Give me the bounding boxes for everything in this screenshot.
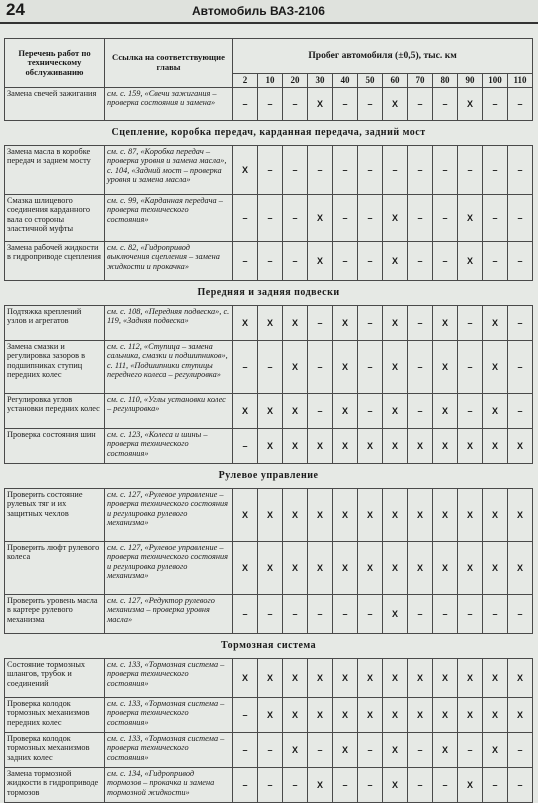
table-row xyxy=(5,242,533,281)
work-cell: Замена свечей зажигания xyxy=(5,88,105,121)
mileage-mark-cell: – xyxy=(433,88,458,121)
mileage-mark-cell: – xyxy=(233,242,258,281)
mileage-mark-cell: Х xyxy=(333,542,358,595)
reference-column-header: Ссылка на соответствующие главы xyxy=(105,39,233,88)
mileage-mark-cell: – xyxy=(233,341,258,394)
mileage-mark-cell: – xyxy=(233,733,258,768)
mileage-mark-cell: – xyxy=(508,768,533,803)
mileage-mark-cell: Х xyxy=(358,698,383,733)
mileage-mark-cell: Х xyxy=(333,698,358,733)
mileage-mark-cell: Х xyxy=(258,394,283,429)
mileage-mark-cell: – xyxy=(458,394,483,429)
mileage-mark-cell: Х xyxy=(383,733,408,768)
mileage-mark-cell: – xyxy=(433,595,458,634)
mileage-mark-cell: Х xyxy=(433,394,458,429)
mileage-mark-cell: – xyxy=(308,146,333,195)
mileage-mark-cell: – xyxy=(508,195,533,242)
mileage-mark-cell: – xyxy=(283,88,308,121)
section-header-row xyxy=(5,464,533,489)
section-header-row xyxy=(5,121,533,146)
section-title: Передняя и задняя подвески xyxy=(5,281,533,306)
mileage-mark-cell: Х xyxy=(433,733,458,768)
mileage-mark-cell: – xyxy=(358,306,383,341)
mileage-mark-cell: – xyxy=(508,88,533,121)
mileage-header-cell: 60 xyxy=(383,74,408,88)
mileage-mark-cell: Х xyxy=(283,698,308,733)
mileage-mark-cell: – xyxy=(408,195,433,242)
mileage-mark-cell: – xyxy=(233,195,258,242)
mileage-mark-cell: Х xyxy=(383,429,408,464)
mileage-mark-cell: – xyxy=(408,242,433,281)
reference-cell: см. с. 108, «Передняя подвеска», с. 119, «Задняя подвеска» xyxy=(105,306,233,341)
mileage-mark-cell: – xyxy=(233,88,258,121)
mileage-mark-cell: Х xyxy=(233,659,258,698)
mileage-mark-cell: Х xyxy=(483,698,508,733)
work-cell: Смазка шлицевого соединения карданного вала со стороны эластичной муфты xyxy=(5,195,105,242)
reference-cell: см. с. 87, «Коробка передач – проверка уровня и замена масла», с. 104, «Задний мост – проверка уровня и замена масла» xyxy=(105,146,233,195)
mileage-mark-cell: Х xyxy=(383,242,408,281)
mileage-mark-cell: Х xyxy=(433,429,458,464)
mileage-mark-cell: Х xyxy=(383,341,408,394)
mileage-column-header: Пробег автомобиля (±0,5), тыс. км xyxy=(233,39,533,74)
mileage-mark-cell: – xyxy=(283,242,308,281)
mileage-mark-cell: – xyxy=(358,733,383,768)
work-cell: Замена масла в коробке передач и заднем мосту xyxy=(5,146,105,195)
mileage-mark-cell: – xyxy=(433,242,458,281)
table-row xyxy=(5,698,533,733)
mileage-mark-cell: Х xyxy=(308,242,333,281)
mileage-mark-cell: Х xyxy=(433,341,458,394)
mileage-mark-cell: Х xyxy=(383,489,408,542)
mileage-mark-cell: – xyxy=(258,146,283,195)
mileage-mark-cell: – xyxy=(433,195,458,242)
mileage-mark-cell: – xyxy=(508,242,533,281)
mileage-header-cell: 100 xyxy=(483,74,508,88)
mileage-mark-cell: – xyxy=(258,242,283,281)
mileage-mark-cell: Х xyxy=(383,88,408,121)
mileage-mark-cell: – xyxy=(458,341,483,394)
table-row xyxy=(5,542,533,595)
mileage-mark-cell: Х xyxy=(508,698,533,733)
mileage-mark-cell: Х xyxy=(258,306,283,341)
mileage-mark-cell: – xyxy=(333,768,358,803)
mileage-mark-cell: – xyxy=(483,88,508,121)
mileage-mark-cell: Х xyxy=(308,542,333,595)
mileage-mark-cell: Х xyxy=(233,542,258,595)
reference-cell: см. с. 99, «Карданная передача – проверка технического состояния» xyxy=(105,195,233,242)
mileage-mark-cell: Х xyxy=(483,306,508,341)
work-cell: Замена рабочей жидкости в гидроприводе сцепления xyxy=(5,242,105,281)
mileage-mark-cell: Х xyxy=(308,88,333,121)
table-row xyxy=(5,394,533,429)
mileage-mark-cell: Х xyxy=(358,659,383,698)
mileage-mark-cell: – xyxy=(508,394,533,429)
mileage-mark-cell: – xyxy=(283,595,308,634)
mileage-mark-cell: Х xyxy=(283,733,308,768)
mileage-mark-cell: – xyxy=(258,768,283,803)
mileage-header-cell: 90 xyxy=(458,74,483,88)
table-row xyxy=(5,429,533,464)
mileage-mark-cell: – xyxy=(333,88,358,121)
section-header-row xyxy=(5,634,533,659)
mileage-mark-cell: – xyxy=(458,146,483,195)
mileage-mark-cell: – xyxy=(458,595,483,634)
mileage-mark-cell: – xyxy=(233,595,258,634)
mileage-mark-cell: – xyxy=(433,146,458,195)
mileage-mark-cell: Х xyxy=(458,659,483,698)
mileage-mark-cell: Х xyxy=(233,146,258,195)
mileage-mark-cell: Х xyxy=(308,659,333,698)
mileage-mark-cell: Х xyxy=(283,429,308,464)
mileage-mark-cell: – xyxy=(358,768,383,803)
mileage-mark-cell: – xyxy=(333,595,358,634)
mileage-mark-cell: Х xyxy=(258,698,283,733)
mileage-mark-cell: – xyxy=(408,595,433,634)
work-cell: Проверить состояние рулевых тяг и их защитных чехлов xyxy=(5,489,105,542)
mileage-mark-cell: – xyxy=(283,195,308,242)
mileage-header-cell: 50 xyxy=(358,74,383,88)
work-cell: Проверить уровень масла в картере рулевого механизма xyxy=(5,595,105,634)
mileage-mark-cell: – xyxy=(333,242,358,281)
mileage-mark-cell: – xyxy=(408,394,433,429)
reference-cell: см. с. 127, «Рулевое управление – проверка технического состояния и регулировка рулевого механизма» xyxy=(105,489,233,542)
mileage-mark-cell: – xyxy=(458,733,483,768)
reference-cell: см. с. 123, «Колеса и шины – проверка технического состояния» xyxy=(105,429,233,464)
mileage-mark-cell: Х xyxy=(333,733,358,768)
mileage-mark-cell: Х xyxy=(258,429,283,464)
mileage-mark-cell: Х xyxy=(308,768,333,803)
mileage-mark-cell: Х xyxy=(458,429,483,464)
mileage-mark-cell: Х xyxy=(408,542,433,595)
mileage-mark-cell: Х xyxy=(383,595,408,634)
mileage-mark-cell: Х xyxy=(408,429,433,464)
table-row xyxy=(5,306,533,341)
mileage-mark-cell: Х xyxy=(483,659,508,698)
mileage-mark-cell: – xyxy=(333,146,358,195)
mileage-mark-cell: Х xyxy=(383,698,408,733)
mileage-mark-cell: – xyxy=(483,768,508,803)
table-row xyxy=(5,341,533,394)
mileage-mark-cell: – xyxy=(408,88,433,121)
mileage-mark-cell: Х xyxy=(483,341,508,394)
work-cell: Замена тормозной жидкости в гидроприводе тормозов xyxy=(5,768,105,803)
mileage-mark-cell: – xyxy=(358,195,383,242)
mileage-mark-cell: Х xyxy=(458,698,483,733)
mileage-mark-cell: – xyxy=(508,146,533,195)
maintenance-table xyxy=(4,38,533,803)
mileage-mark-cell: Х xyxy=(408,489,433,542)
reference-cell: см. с. 110, «Углы установки колес – регулировка» xyxy=(105,394,233,429)
mileage-mark-cell: Х xyxy=(233,394,258,429)
mileage-mark-cell: – xyxy=(358,88,383,121)
page-title: Автомобиль ВАЗ-2106 xyxy=(192,4,325,18)
mileage-mark-cell: Х xyxy=(408,698,433,733)
mileage-mark-cell: – xyxy=(233,768,258,803)
mileage-mark-cell: Х xyxy=(383,768,408,803)
mileage-mark-cell: – xyxy=(408,733,433,768)
mileage-mark-cell: Х xyxy=(283,659,308,698)
mileage-mark-cell: – xyxy=(408,341,433,394)
mileage-mark-cell: Х xyxy=(433,489,458,542)
mileage-mark-cell: Х xyxy=(458,489,483,542)
mileage-mark-cell: Х xyxy=(458,542,483,595)
mileage-header-cell: 40 xyxy=(333,74,358,88)
mileage-mark-cell: – xyxy=(308,733,333,768)
mileage-mark-cell: – xyxy=(258,733,283,768)
mileage-mark-cell: – xyxy=(283,768,308,803)
mileage-mark-cell: – xyxy=(358,146,383,195)
mileage-mark-cell: Х xyxy=(483,394,508,429)
section-header-row xyxy=(5,281,533,306)
mileage-mark-cell: Х xyxy=(508,659,533,698)
work-cell: Состояние тормозных шлангов, трубок и соединений xyxy=(5,659,105,698)
mileage-mark-cell: – xyxy=(308,394,333,429)
mileage-mark-cell: – xyxy=(433,768,458,803)
mileage-mark-cell: Х xyxy=(458,88,483,121)
mileage-mark-cell: Х xyxy=(358,489,383,542)
mileage-mark-cell: – xyxy=(483,242,508,281)
mileage-mark-cell: Х xyxy=(433,306,458,341)
mileage-mark-cell: Х xyxy=(458,242,483,281)
mileage-mark-cell: Х xyxy=(483,489,508,542)
mileage-mark-cell: Х xyxy=(283,489,308,542)
mileage-mark-cell: Х xyxy=(358,429,383,464)
mileage-mark-cell: – xyxy=(483,146,508,195)
table-row xyxy=(5,733,533,768)
mileage-mark-cell: Х xyxy=(483,429,508,464)
mileage-mark-cell: – xyxy=(258,195,283,242)
work-column-header: Перечень работ по техническому обслуживанию xyxy=(5,39,105,88)
mileage-mark-cell: Х xyxy=(508,429,533,464)
mileage-mark-cell: Х xyxy=(433,659,458,698)
reference-cell: см. с. 127, «Редуктор рулевого механизма – проверка уровня масла» xyxy=(105,595,233,634)
reference-cell: см. с. 134, «Гидропривод тормозов – прокачка и замена тормозной жидкости» xyxy=(105,768,233,803)
mileage-mark-cell: – xyxy=(333,195,358,242)
table-row xyxy=(5,489,533,542)
mileage-header-cell: 30 xyxy=(308,74,333,88)
page-header xyxy=(0,0,538,24)
work-cell: Замена смазки и регулировка зазоров в подшипниках ступиц передних колес xyxy=(5,341,105,394)
mileage-mark-cell: – xyxy=(308,595,333,634)
mileage-mark-cell: Х xyxy=(283,341,308,394)
work-cell: Проверка колодок тормозных механизмов передних колес xyxy=(5,698,105,733)
mileage-mark-cell: – xyxy=(258,595,283,634)
mileage-header-cell: 80 xyxy=(433,74,458,88)
mileage-mark-cell: – xyxy=(358,242,383,281)
mileage-mark-cell: – xyxy=(308,341,333,394)
mileage-mark-cell: – xyxy=(483,595,508,634)
mileage-mark-cell: Х xyxy=(508,489,533,542)
mileage-mark-cell: Х xyxy=(358,542,383,595)
mileage-mark-cell: Х xyxy=(458,768,483,803)
mileage-mark-cell: Х xyxy=(458,195,483,242)
table-row xyxy=(5,88,533,121)
mileage-mark-cell: Х xyxy=(333,429,358,464)
mileage-mark-cell: Х xyxy=(483,733,508,768)
mileage-mark-cell: – xyxy=(233,698,258,733)
work-cell: Проверка колодок тормозных механизмов задних колес xyxy=(5,733,105,768)
mileage-mark-cell: – xyxy=(408,306,433,341)
mileage-mark-cell: Х xyxy=(483,542,508,595)
mileage-mark-cell: – xyxy=(508,306,533,341)
work-cell: Проверка состояния шин xyxy=(5,429,105,464)
mileage-mark-cell: Х xyxy=(333,659,358,698)
mileage-mark-cell: Х xyxy=(258,659,283,698)
reference-cell: см. с. 112, «Ступица – замена сальника, смазки и подшипников», с. 111, «Подшипники ступицы переднего колеса – регулировка» xyxy=(105,341,233,394)
mileage-mark-cell: Х xyxy=(383,542,408,595)
reference-cell: см. с. 133, «Тормозная система – проверка технического состояния» xyxy=(105,698,233,733)
mileage-mark-cell: Х xyxy=(408,659,433,698)
mileage-mark-cell: Х xyxy=(308,429,333,464)
mileage-mark-cell: Х xyxy=(333,394,358,429)
mileage-mark-cell: Х xyxy=(433,542,458,595)
page-number: 24 xyxy=(6,0,25,19)
mileage-mark-cell: – xyxy=(258,341,283,394)
reference-cell: см. с. 82, «Гидропривод выключения сцепления – замена жидкости и прокачка» xyxy=(105,242,233,281)
mileage-mark-cell: – xyxy=(308,306,333,341)
reference-cell: см. с. 133, «Тормозная система – проверка технического состояния» xyxy=(105,659,233,698)
mileage-mark-cell: Х xyxy=(258,489,283,542)
mileage-mark-cell: Х xyxy=(308,195,333,242)
mileage-mark-cell: – xyxy=(408,146,433,195)
section-title: Рулевое управление xyxy=(5,464,533,489)
mileage-mark-cell: Х xyxy=(333,306,358,341)
mileage-mark-cell: – xyxy=(233,429,258,464)
mileage-mark-cell: Х xyxy=(233,489,258,542)
reference-cell: см. с. 127, «Рулевое управление – проверка технического состояния и регулировка рулевого механизма» xyxy=(105,542,233,595)
mileage-mark-cell: – xyxy=(508,341,533,394)
mileage-mark-cell: Х xyxy=(508,542,533,595)
mileage-mark-cell: Х xyxy=(333,489,358,542)
mileage-mark-cell: Х xyxy=(233,306,258,341)
mileage-header-cell: 2 xyxy=(233,74,258,88)
mileage-mark-cell: – xyxy=(358,595,383,634)
mileage-mark-cell: Х xyxy=(283,394,308,429)
mileage-mark-cell: Х xyxy=(383,659,408,698)
mileage-mark-cell: Х xyxy=(383,306,408,341)
section-title: Тормозная система xyxy=(5,634,533,659)
reference-cell: см. с. 133, «Тормозная система – проверка технического состояния» xyxy=(105,733,233,768)
mileage-mark-cell: – xyxy=(283,146,308,195)
section-title: Сцепление, коробка передач, карданная передача, задний мост xyxy=(5,121,533,146)
mileage-mark-cell: – xyxy=(358,394,383,429)
mileage-mark-cell: – xyxy=(383,146,408,195)
table-row xyxy=(5,195,533,242)
work-cell: Проверить люфт рулевого колеса xyxy=(5,542,105,595)
mileage-header-cell: 70 xyxy=(408,74,433,88)
mileage-mark-cell: – xyxy=(408,768,433,803)
table-row xyxy=(5,659,533,698)
mileage-mark-cell: Х xyxy=(258,542,283,595)
mileage-header-cell: 110 xyxy=(508,74,533,88)
mileage-mark-cell: – xyxy=(508,733,533,768)
table-row xyxy=(5,595,533,634)
mileage-mark-cell: – xyxy=(358,341,383,394)
table-body xyxy=(5,88,533,803)
mileage-mark-cell: Х xyxy=(383,394,408,429)
table-row xyxy=(5,146,533,195)
mileage-mark-cell: – xyxy=(458,306,483,341)
mileage-mark-cell: Х xyxy=(283,542,308,595)
table-row xyxy=(5,768,533,803)
mileage-mark-cell: Х xyxy=(433,698,458,733)
mileage-mark-cell: Х xyxy=(308,698,333,733)
work-cell: Подтяжка креплений узлов и агрегатов xyxy=(5,306,105,341)
mileage-mark-cell: – xyxy=(483,195,508,242)
mileage-header-cell: 10 xyxy=(258,74,283,88)
reference-cell: см. с. 159, «Свечи зажигания – проверка состояния и замена» xyxy=(105,88,233,121)
mileage-mark-cell: – xyxy=(258,88,283,121)
mileage-mark-cell: Х xyxy=(308,489,333,542)
mileage-mark-cell: – xyxy=(508,595,533,634)
work-cell: Регулировка углов установки передних колес xyxy=(5,394,105,429)
mileage-mark-cell: Х xyxy=(283,306,308,341)
mileage-mark-cell: Х xyxy=(383,195,408,242)
mileage-mark-cell: Х xyxy=(333,341,358,394)
mileage-header-cell: 20 xyxy=(283,74,308,88)
